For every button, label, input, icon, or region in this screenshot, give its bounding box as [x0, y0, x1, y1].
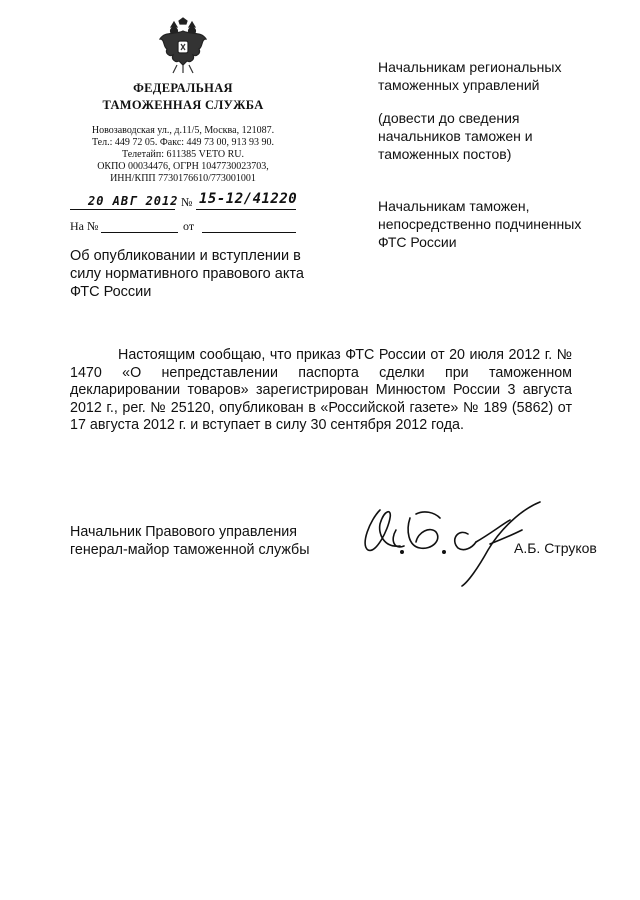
recipient-line: Начальникам региональных: [378, 59, 562, 75]
signatory-name: А.Б. Струков: [514, 540, 597, 556]
number-label: №: [181, 195, 193, 209]
document-date: 20 АВГ 2012: [88, 194, 179, 208]
recipient-line: непосредственно подчиненных: [378, 216, 582, 232]
subject-line: Об опубликовании и вступлении в: [70, 248, 301, 264]
recipient-line: ФТС России: [378, 234, 457, 250]
document-subject: [70, 247, 310, 301]
double-headed-eagle-emblem-icon: [157, 17, 209, 75]
recipient-note-line: таможенных постов): [378, 146, 512, 162]
recipient-line: Начальникам таможен,: [378, 198, 530, 214]
subject-line: силу нормативного правового акта: [70, 266, 304, 282]
subject-line: ФТС России: [70, 284, 152, 300]
recipient-note-line: начальников таможен и: [378, 128, 533, 144]
reference-date-label: от: [183, 219, 195, 233]
recipient-line: таможенных управлений: [378, 77, 540, 93]
address-line: ОКПО 00034476, ОГРН 1047730023703,: [97, 161, 269, 172]
number-underline: [196, 209, 296, 210]
date-underline: [70, 209, 175, 210]
body-paragraph: [70, 347, 572, 435]
recipient-note-line: (довести до сведения: [378, 110, 520, 126]
org-name-line1: ФЕДЕРАЛЬНАЯ: [133, 81, 233, 95]
address-line: Новозаводская ул., д.11/5, Москва, 121087.: [91, 125, 275, 136]
reference-number-label: На №: [70, 219, 99, 233]
org-name-line2: ТАМОЖЕННАЯ СЛУЖБА: [102, 98, 264, 112]
address-line: Телетайп: 611385 VETO RU.: [121, 149, 244, 160]
document-number: 15-12/41220: [199, 191, 298, 207]
address-line: ИНН/КПП 7730176610/773001001: [110, 173, 256, 184]
body-paragraph-text: Настоящим сообщаю, что приказ ФТС России от 20 июля 2012 г. № 1470 «О непредставлении паспорта сделки при таможенном декларировании товаров» зарегистрирован Минюстом России 3 августа 2012 г., рег. № 25120, опубликован в «Российской газете» № 189 (5862) от 17 августа 2012 г. и вступает в силу 30 сентября 2012 года.: [70, 347, 572, 433]
signatory-position: [70, 523, 310, 559]
signatory-position-line: генерал-майор таможенной службы: [70, 542, 310, 558]
signatory-position-line: Начальник Правового управления: [70, 524, 298, 540]
reference-number-line: [101, 232, 178, 233]
reference-date-line: [202, 232, 296, 233]
address-line: Тел.: 449 72 05. Факс: 449 73 00, 913 93 90.: [91, 137, 275, 148]
